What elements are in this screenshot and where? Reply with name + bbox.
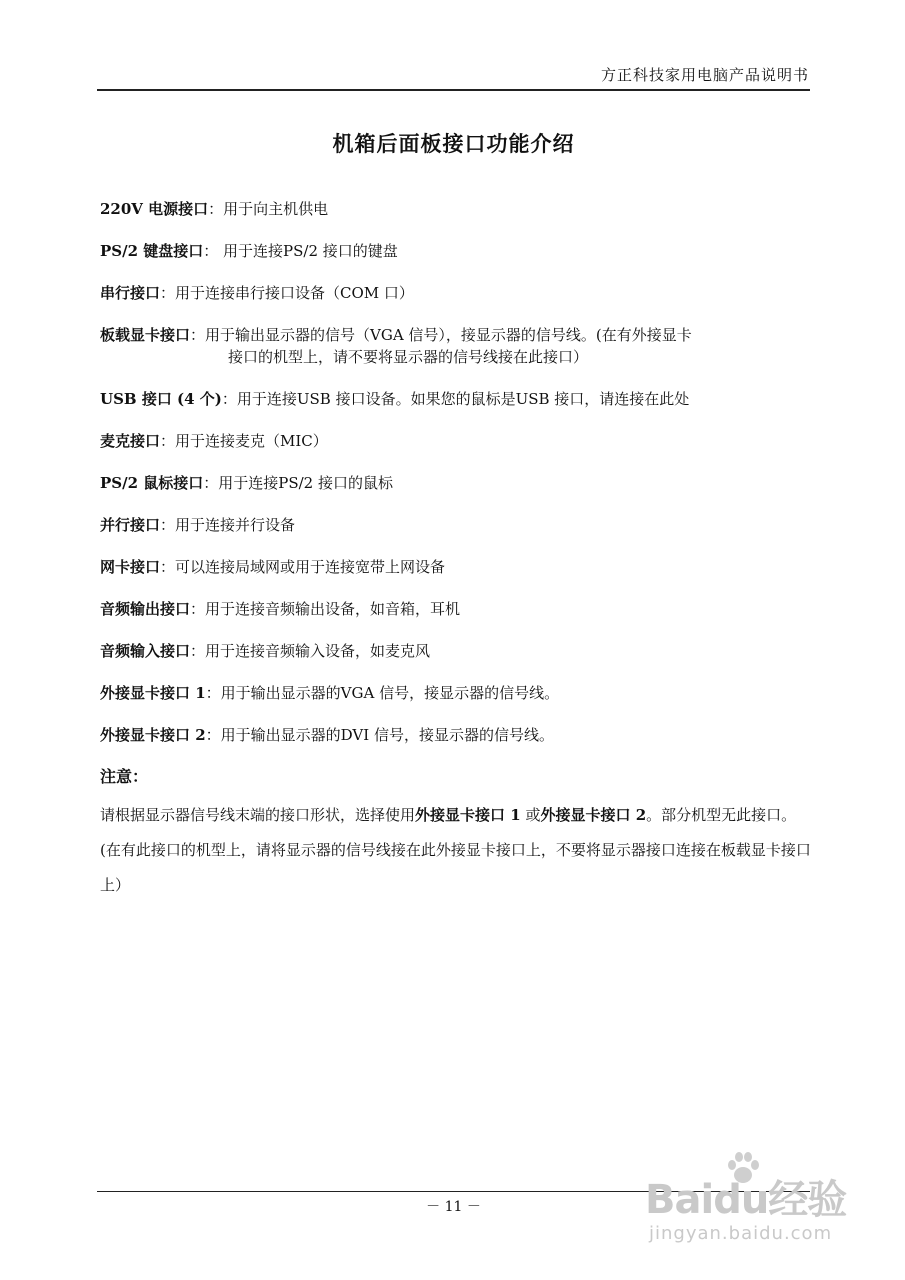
list-item-external-vga-1	[100, 682, 812, 704]
item-label: PS/2 键盘接口	[100, 242, 204, 260]
item-label: 音频输出接口	[100, 600, 191, 618]
page-number: － 11 －	[426, 1199, 481, 1215]
list-item-network	[100, 556, 812, 578]
baidu-watermark	[645, 1148, 885, 1253]
item-text: ：用于连接音频输入设备，如麦克风	[190, 642, 431, 660]
interface-list	[100, 198, 812, 766]
item-text-continued: 接口的机型上，请不要将显示器的信号线接在此接口）	[228, 348, 589, 366]
list-item-usb	[100, 388, 812, 410]
item-label: 外接显卡接口 1	[100, 684, 206, 702]
item-label: 板载显卡接口	[100, 326, 191, 344]
list-item-ps2-keyboard	[100, 240, 812, 262]
item-text: ： 用于连接PS/2 接口的键盘	[203, 242, 398, 260]
list-item-external-vga-2	[100, 724, 812, 746]
list-item-power	[100, 198, 812, 220]
item-text: ：用于连接USB 接口设备。如果您的鼠标是USB 接口，请连接在此处	[221, 390, 690, 408]
item-label: 麦克接口	[100, 432, 161, 450]
watermark-url: jingyan.baidu.com	[649, 1223, 833, 1244]
note-text: 。部分机型无此接口。(在有此接口的机型上，请将显示器的信号线接在此外接显卡接口上，不要将显示器接口连接在板载显卡接口上）	[100, 806, 811, 894]
item-label: 并行接口	[100, 516, 161, 534]
list-item-ps2-mouse	[100, 472, 812, 494]
item-label: 220V 电源接口	[100, 200, 209, 218]
page-title: 机箱后面板接口功能介绍	[332, 131, 575, 156]
list-item-audio-out	[100, 598, 812, 620]
item-text: ：可以连接局域网或用于连接宽带上网设备	[160, 558, 446, 576]
item-label: 网卡接口	[100, 558, 161, 576]
note-text: 请根据显示器信号线末端的接口形状，选择使用	[100, 806, 416, 824]
item-label: USB 接口 (4 个)	[100, 390, 222, 408]
watermark-logo-text: Baidu经验	[645, 1177, 847, 1223]
list-item-serial	[100, 282, 812, 304]
item-text: ：用于向主机供电	[208, 200, 329, 218]
header-rule	[97, 89, 810, 91]
item-label: PS/2 鼠标接口	[100, 474, 204, 492]
note-body	[100, 798, 812, 903]
note-heading: 注意：	[100, 767, 149, 786]
list-item-onboard-vga	[100, 324, 812, 368]
note-bold-text: 外接显卡接口 1	[415, 806, 521, 824]
item-text: ：用于连接串行接口设备（COM 口）	[160, 284, 414, 302]
list-item-parallel	[100, 514, 812, 536]
item-text: ：用于输出显示器的VGA 信号，接显示器的信号线。	[205, 684, 560, 702]
note-bold-text: 外接显卡接口 2	[540, 806, 647, 824]
item-label: 串行接口	[100, 284, 161, 302]
item-text: ：用于连接PS/2 接口的鼠标	[203, 474, 393, 492]
list-item-mic	[100, 430, 812, 452]
header-title: 方正科技家用电脑产品说明书	[600, 66, 809, 84]
item-text: ：用于连接并行设备	[160, 516, 296, 534]
item-text: ：用于输出显示器的DVI 信号，接显示器的信号线。	[205, 726, 554, 744]
item-text: ：用于连接音频输出设备，如音箱，耳机	[190, 600, 461, 618]
item-text: ：用于输出显示器的信号（VGA 信号），接显示器的信号线。(在有外接显卡	[190, 326, 692, 344]
list-item-audio-in	[100, 640, 812, 662]
item-text: ：用于连接麦克（MIC）	[160, 432, 328, 450]
note-text: 或	[520, 806, 541, 824]
item-label: 外接显卡接口 2	[100, 726, 206, 744]
item-label: 音频输入接口	[100, 642, 191, 660]
